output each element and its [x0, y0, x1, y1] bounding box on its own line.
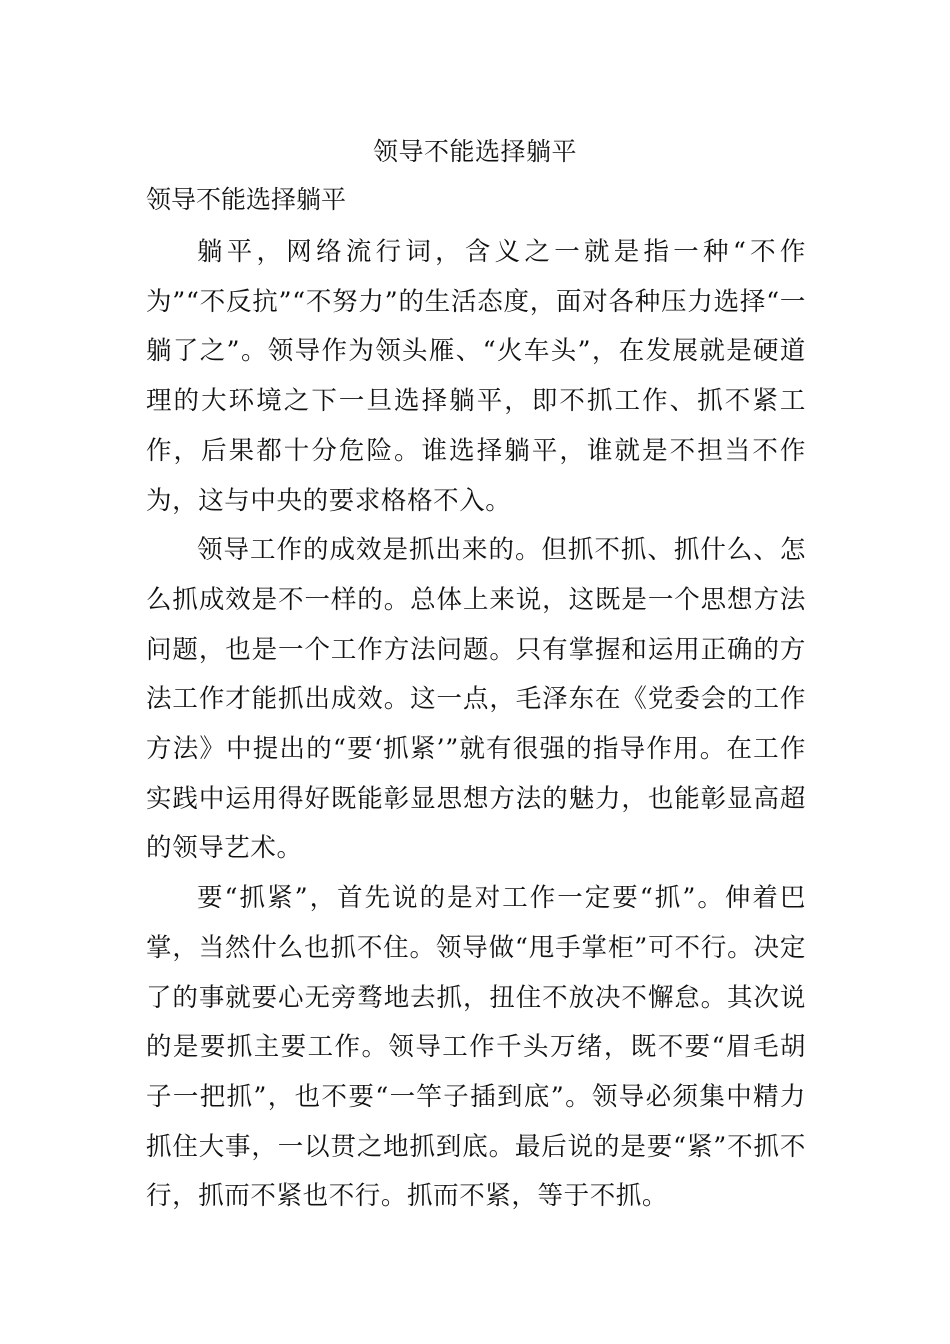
paragraph: 领导工作的成效是抓出来的。但抓不抓、抓什么、怎么抓成效是不一样的。总体上来说，这既是一个思想方法问题，也是一个工作方法问题。只有掌握和运用正确的方法工作才能抓出成效。这一点，毛泽东在《党委会的工作方法》中提出的“要‘抓紧’”就有很强的指导作用。在工作实践中运用得好既能彰显思想方法的魅力，也能彰显高超的领导艺术。 — [146, 535, 806, 864]
document-subtitle: 领导不能选择躺平 — [146, 185, 347, 214]
paragraph: 躺平，网络流行词，含义之一就是指一种“不作为”“不反抗”“不努力”的生活态度，面对各种压力选择“一躺了之”。领导作为领头雁、“火车头”，在发展就是硬道理的大环境之下一旦选择躺平，即不抓工作、抓不紧工作，后果都十分危险。谁选择躺平，谁就是不担当不作为，这与中央的要求格格不入。 — [146, 237, 806, 516]
document-title: 领导不能选择躺平 — [372, 137, 577, 166]
document-body — [146, 228, 806, 1222]
paragraph: 要“抓紧”，首先说的是对工作一定要“抓”。伸着巴掌，当然什么也抓不住。领导做“甩手掌柜”可不行。决定了的事就要心无旁骛地去抓，扭住不放决不懈怠。其次说的是要抓主要工作。领导工作千头万绪，既不要“眉毛胡子一把抓”，也不要“一竿子插到底”。领导必须集中精力抓住大事，一以贯之地抓到底。最后说的是要“紧”不抓不行，抓而不紧也不行。抓而不紧，等于不抓。 — [146, 883, 806, 1212]
